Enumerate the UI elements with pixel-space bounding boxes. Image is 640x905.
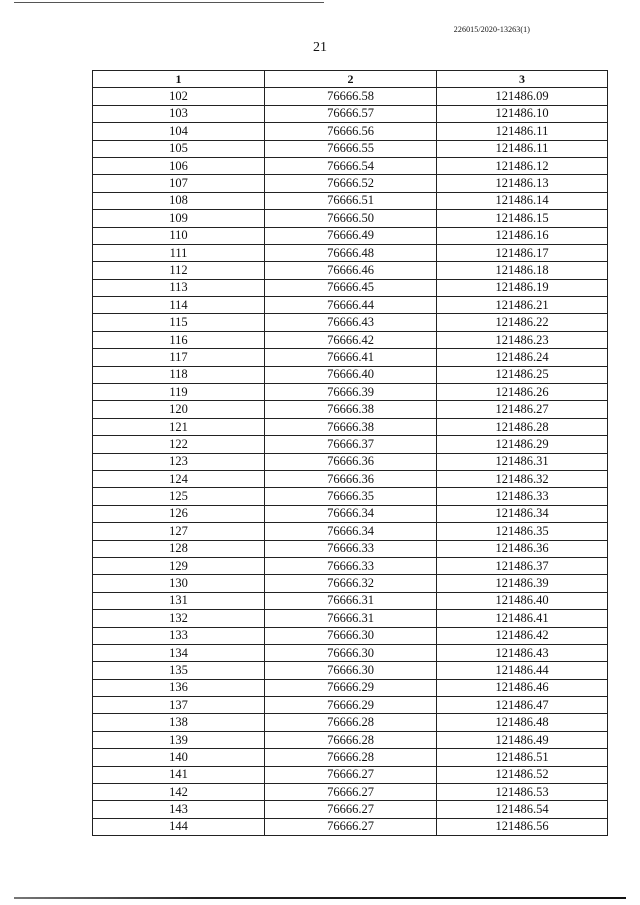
y-coordinate-cell: 121486.12 [437,157,608,174]
table-row [93,610,608,627]
x-coordinate-cell: 76666.30 [265,644,437,661]
point-number-cell: 120 [93,401,265,418]
y-coordinate-cell: 121486.13 [437,175,608,192]
x-coordinate-cell: 76666.30 [265,662,437,679]
x-coordinate-cell: 76666.34 [265,505,437,522]
point-number-cell: 129 [93,557,265,574]
y-coordinate-cell: 121486.18 [437,262,608,279]
point-number-cell: 127 [93,523,265,540]
x-coordinate-cell: 76666.43 [265,314,437,331]
table-row [93,384,608,401]
x-coordinate-cell: 76666.31 [265,610,437,627]
y-coordinate-cell: 121486.32 [437,470,608,487]
table-row [93,749,608,766]
point-number-cell: 124 [93,470,265,487]
x-coordinate-cell: 76666.51 [265,192,437,209]
table-row [93,697,608,714]
y-coordinate-cell: 121486.35 [437,523,608,540]
y-coordinate-cell: 121486.22 [437,314,608,331]
x-coordinate-cell: 76666.34 [265,523,437,540]
point-number-cell: 111 [93,244,265,261]
x-coordinate-cell: 76666.45 [265,279,437,296]
y-coordinate-cell: 121486.24 [437,349,608,366]
table-row [93,766,608,783]
table-row [93,644,608,661]
y-coordinate-cell: 121486.26 [437,384,608,401]
point-number-cell: 105 [93,140,265,157]
x-coordinate-cell: 76666.28 [265,714,437,731]
x-coordinate-cell: 76666.40 [265,366,437,383]
point-number-cell: 135 [93,662,265,679]
x-coordinate-cell: 76666.28 [265,749,437,766]
point-number-cell: 121 [93,418,265,435]
point-number-cell: 132 [93,610,265,627]
point-number-cell: 125 [93,488,265,505]
point-number-cell: 115 [93,314,265,331]
x-coordinate-cell: 76666.37 [265,436,437,453]
x-coordinate-cell: 76666.41 [265,349,437,366]
table-row [93,88,608,105]
x-coordinate-cell: 76666.54 [265,157,437,174]
point-number-cell: 123 [93,453,265,470]
table-row [93,575,608,592]
x-coordinate-cell: 76666.58 [265,88,437,105]
point-number-cell: 130 [93,575,265,592]
x-coordinate-cell: 76666.44 [265,297,437,314]
y-coordinate-cell: 121486.25 [437,366,608,383]
y-coordinate-cell: 121486.16 [437,227,608,244]
y-coordinate-cell: 121486.48 [437,714,608,731]
x-coordinate-cell: 76666.28 [265,731,437,748]
point-number-cell: 108 [93,192,265,209]
table-row [93,349,608,366]
page-number: 21 [313,40,327,55]
y-coordinate-cell: 121486.40 [437,592,608,609]
table-row [93,784,608,801]
y-coordinate-cell: 121486.47 [437,697,608,714]
point-number-cell: 133 [93,627,265,644]
point-number-cell: 143 [93,801,265,818]
document-number: 226015/2020-13263(1) [453,25,530,34]
x-coordinate-cell: 76666.56 [265,123,437,140]
table-row [93,505,608,522]
point-number-cell: 117 [93,349,265,366]
y-coordinate-cell: 121486.52 [437,766,608,783]
x-coordinate-cell: 76666.27 [265,784,437,801]
table-row [93,540,608,557]
table-row [93,210,608,227]
point-number-cell: 134 [93,644,265,661]
table-row [93,331,608,348]
y-coordinate-cell: 121486.33 [437,488,608,505]
x-coordinate-cell: 76666.36 [265,470,437,487]
table-row [93,123,608,140]
x-coordinate-cell: 76666.38 [265,401,437,418]
y-coordinate-cell: 121486.54 [437,801,608,818]
coordinates-table [92,70,608,836]
y-coordinate-cell: 121486.34 [437,505,608,522]
y-coordinate-cell: 121486.15 [437,210,608,227]
table-row [93,314,608,331]
table-row [93,557,608,574]
x-coordinate-cell: 76666.46 [265,262,437,279]
y-coordinate-cell: 121486.36 [437,540,608,557]
y-coordinate-cell: 121486.49 [437,731,608,748]
y-coordinate-cell: 121486.11 [437,140,608,157]
x-coordinate-cell: 76666.48 [265,244,437,261]
x-coordinate-cell: 76666.32 [265,575,437,592]
point-number-cell: 142 [93,784,265,801]
point-number-cell: 118 [93,366,265,383]
x-coordinate-cell: 76666.27 [265,766,437,783]
y-coordinate-cell: 121486.31 [437,453,608,470]
x-coordinate-cell: 76666.27 [265,801,437,818]
point-number-cell: 136 [93,679,265,696]
x-coordinate-cell: 76666.29 [265,679,437,696]
x-coordinate-cell: 76666.50 [265,210,437,227]
x-coordinate-cell: 76666.52 [265,175,437,192]
y-coordinate-cell: 121486.11 [437,123,608,140]
y-coordinate-cell: 121486.10 [437,105,608,122]
x-coordinate-cell: 76666.55 [265,140,437,157]
point-number-cell: 104 [93,123,265,140]
point-number-cell: 109 [93,210,265,227]
table-row [93,262,608,279]
point-number-cell: 102 [93,88,265,105]
y-coordinate-cell: 121486.43 [437,644,608,661]
point-number-cell: 103 [93,105,265,122]
table-row [93,175,608,192]
table-row [93,366,608,383]
table-body [93,88,608,836]
y-coordinate-cell: 121486.28 [437,418,608,435]
x-coordinate-cell: 76666.29 [265,697,437,714]
table-row [93,297,608,314]
y-coordinate-cell: 121486.27 [437,401,608,418]
table-row [93,140,608,157]
y-coordinate-cell: 121486.39 [437,575,608,592]
point-number-cell: 144 [93,818,265,835]
y-coordinate-cell: 121486.46 [437,679,608,696]
table-row [93,592,608,609]
point-number-cell: 112 [93,262,265,279]
x-coordinate-cell: 76666.39 [265,384,437,401]
y-coordinate-cell: 121486.23 [437,331,608,348]
y-coordinate-cell: 121486.51 [437,749,608,766]
y-coordinate-cell: 121486.09 [437,88,608,105]
table-row [93,279,608,296]
y-coordinate-cell: 121486.21 [437,297,608,314]
y-coordinate-cell: 121486.29 [437,436,608,453]
point-number-cell: 116 [93,331,265,348]
table-row [93,470,608,487]
point-number-cell: 131 [93,592,265,609]
y-coordinate-cell: 121486.17 [437,244,608,261]
table-row [93,157,608,174]
point-number-cell: 107 [93,175,265,192]
top-rule [14,2,324,3]
table-row [93,227,608,244]
x-coordinate-cell: 76666.57 [265,105,437,122]
x-coordinate-cell: 76666.27 [265,818,437,835]
table-row [93,401,608,418]
x-coordinate-cell: 76666.33 [265,540,437,557]
x-coordinate-cell: 76666.31 [265,592,437,609]
table-row [93,627,608,644]
table-header-row [93,71,608,88]
table-row [93,105,608,122]
point-number-cell: 141 [93,766,265,783]
table-row [93,523,608,540]
point-number-cell: 106 [93,157,265,174]
column-header-2: 2 [265,71,437,88]
y-coordinate-cell: 121486.53 [437,784,608,801]
point-number-cell: 126 [93,505,265,522]
x-coordinate-cell: 76666.49 [265,227,437,244]
table-row [93,818,608,835]
table-row [93,488,608,505]
table-row [93,436,608,453]
x-coordinate-cell: 76666.35 [265,488,437,505]
y-coordinate-cell: 121486.44 [437,662,608,679]
point-number-cell: 138 [93,714,265,731]
table-row [93,731,608,748]
column-header-1: 1 [93,71,265,88]
point-number-cell: 137 [93,697,265,714]
y-coordinate-cell: 121486.42 [437,627,608,644]
table-row [93,244,608,261]
x-coordinate-cell: 76666.36 [265,453,437,470]
y-coordinate-cell: 121486.41 [437,610,608,627]
table-row [93,662,608,679]
point-number-cell: 113 [93,279,265,296]
x-coordinate-cell: 76666.38 [265,418,437,435]
column-header-3: 3 [437,71,608,88]
bottom-rule [14,897,626,899]
x-coordinate-cell: 76666.30 [265,627,437,644]
point-number-cell: 119 [93,384,265,401]
y-coordinate-cell: 121486.56 [437,818,608,835]
point-number-cell: 139 [93,731,265,748]
table-row [93,714,608,731]
point-number-cell: 114 [93,297,265,314]
point-number-cell: 110 [93,227,265,244]
y-coordinate-cell: 121486.14 [437,192,608,209]
table-row [93,192,608,209]
table-row [93,453,608,470]
table-row [93,801,608,818]
point-number-cell: 122 [93,436,265,453]
point-number-cell: 128 [93,540,265,557]
y-coordinate-cell: 121486.37 [437,557,608,574]
table-row [93,418,608,435]
x-coordinate-cell: 76666.42 [265,331,437,348]
point-number-cell: 140 [93,749,265,766]
x-coordinate-cell: 76666.33 [265,557,437,574]
y-coordinate-cell: 121486.19 [437,279,608,296]
table-row [93,679,608,696]
